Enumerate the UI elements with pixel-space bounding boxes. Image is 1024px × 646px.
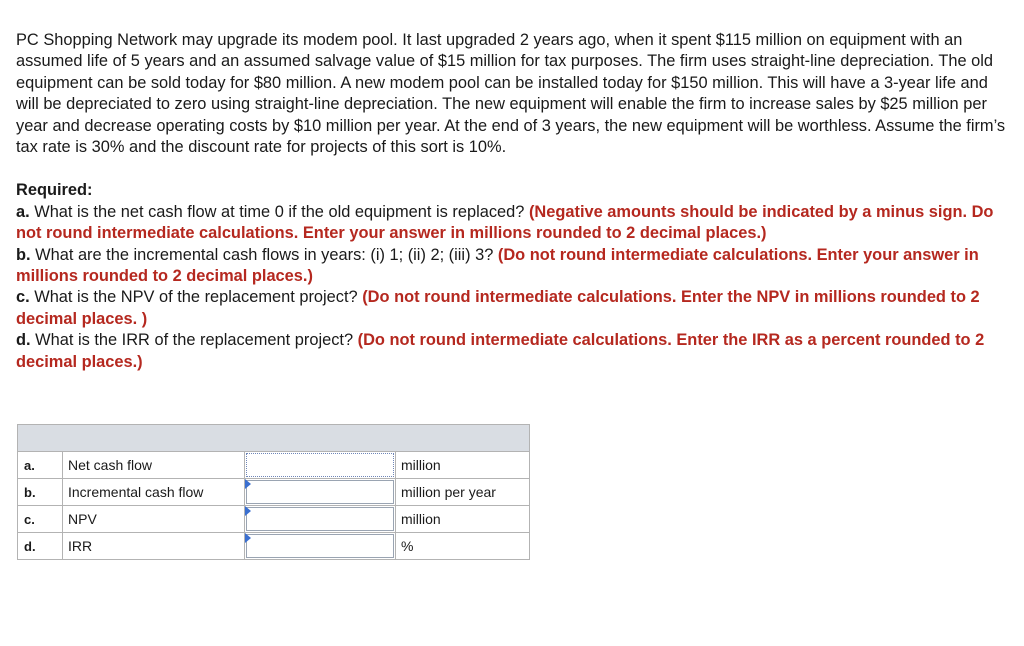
row-a-label: Net cash flow	[63, 452, 245, 479]
answer-table-header-cell	[18, 425, 530, 452]
row-a-letter: a.	[18, 452, 63, 479]
row-d-input-cell	[245, 533, 396, 560]
npv-input[interactable]	[246, 507, 394, 531]
question-d-letter: d.	[16, 331, 31, 350]
row-a-unit: million	[396, 452, 530, 479]
row-b-label: Incremental cash flow	[63, 479, 245, 506]
question-d	[16, 330, 1006, 373]
table-row-c	[18, 506, 530, 533]
row-a-input-cell	[245, 452, 396, 479]
row-b-input-cell	[245, 479, 396, 506]
question-a-note: (Negative amounts should be indicated by a minus sign. Do not round intermediate calculations. Enter your answer in millions rounded to 2 decimal places.)	[16, 202, 994, 243]
problem-container	[16, 30, 1006, 373]
row-c-input-cell	[245, 506, 396, 533]
question-b	[16, 245, 1006, 288]
row-c-letter: c.	[18, 506, 63, 533]
question-a-text: What is the net cash flow at time 0 if the old equipment is replaced?	[29, 202, 529, 221]
row-d-letter: d.	[18, 533, 63, 560]
table-row-a	[18, 452, 530, 479]
question-a-letter: a.	[16, 202, 30, 221]
row-b-letter: b.	[18, 479, 63, 506]
row-c-label: NPV	[63, 506, 245, 533]
question-c	[16, 287, 1006, 330]
table-row-b	[18, 479, 530, 506]
question-c-text: What is the NPV of the replacement project?	[29, 288, 363, 307]
row-b-unit: million per year	[396, 479, 530, 506]
question-b-text: What are the incremental cash flows in years: (i) 1; (ii) 2; (iii) 3?	[30, 245, 498, 264]
question-d-text: What is the IRR of the replacement project?	[30, 331, 358, 350]
question-c-note: (Do not round intermediate calculations. Enter the NPV in millions rounded to 2 decimal places. )	[16, 288, 980, 328]
row-c-flag-icon	[245, 506, 251, 516]
answer-table	[17, 424, 530, 560]
incremental-cash-flow-input[interactable]	[246, 480, 394, 504]
required-heading: Required:	[16, 181, 93, 200]
question-c-letter: c.	[16, 288, 30, 307]
net-cash-flow-input[interactable]	[246, 453, 394, 477]
row-d-label: IRR	[63, 533, 245, 560]
problem-statement: PC Shopping Network may upgrade its modem pool. It last upgraded 2 years ago, when it spent $115 million on equipment with an assumed life of 5 years and an assumed salvage value of $15 million for tax purposes. The firm uses straight-line depreciation. The old equipment can be sold today for $80 million. A new modem pool can be installed today for $150 million. This will have a 3-year life and will be depreciated to zero using straight-line depreciation. The new equipment will enable the firm to increase sales by $25 million per year and decrease operating costs by $10 million per year. At the end of 3 years, the new equipment will be worthless. Assume the firm’s tax rate is 30% and the discount rate for projects of this sort is 10%.	[16, 31, 1006, 157]
row-d-flag-icon	[245, 533, 251, 543]
row-c-unit: million	[396, 506, 530, 533]
question-d-note: (Do not round intermediate calculations. Enter the IRR as a percent rounded to 2 decimal places.)	[16, 331, 985, 371]
row-d-unit: %	[396, 533, 530, 560]
answer-table-header	[18, 425, 530, 452]
question-b-note: (Do not round intermediate calculations. Enter your answer in millions rounded to 2 decimal places.)	[16, 245, 979, 286]
row-b-flag-icon	[245, 479, 251, 489]
question-a	[16, 202, 1006, 245]
table-row-d	[18, 533, 530, 560]
question-b-letter: b.	[16, 245, 31, 264]
irr-input[interactable]	[246, 534, 394, 558]
